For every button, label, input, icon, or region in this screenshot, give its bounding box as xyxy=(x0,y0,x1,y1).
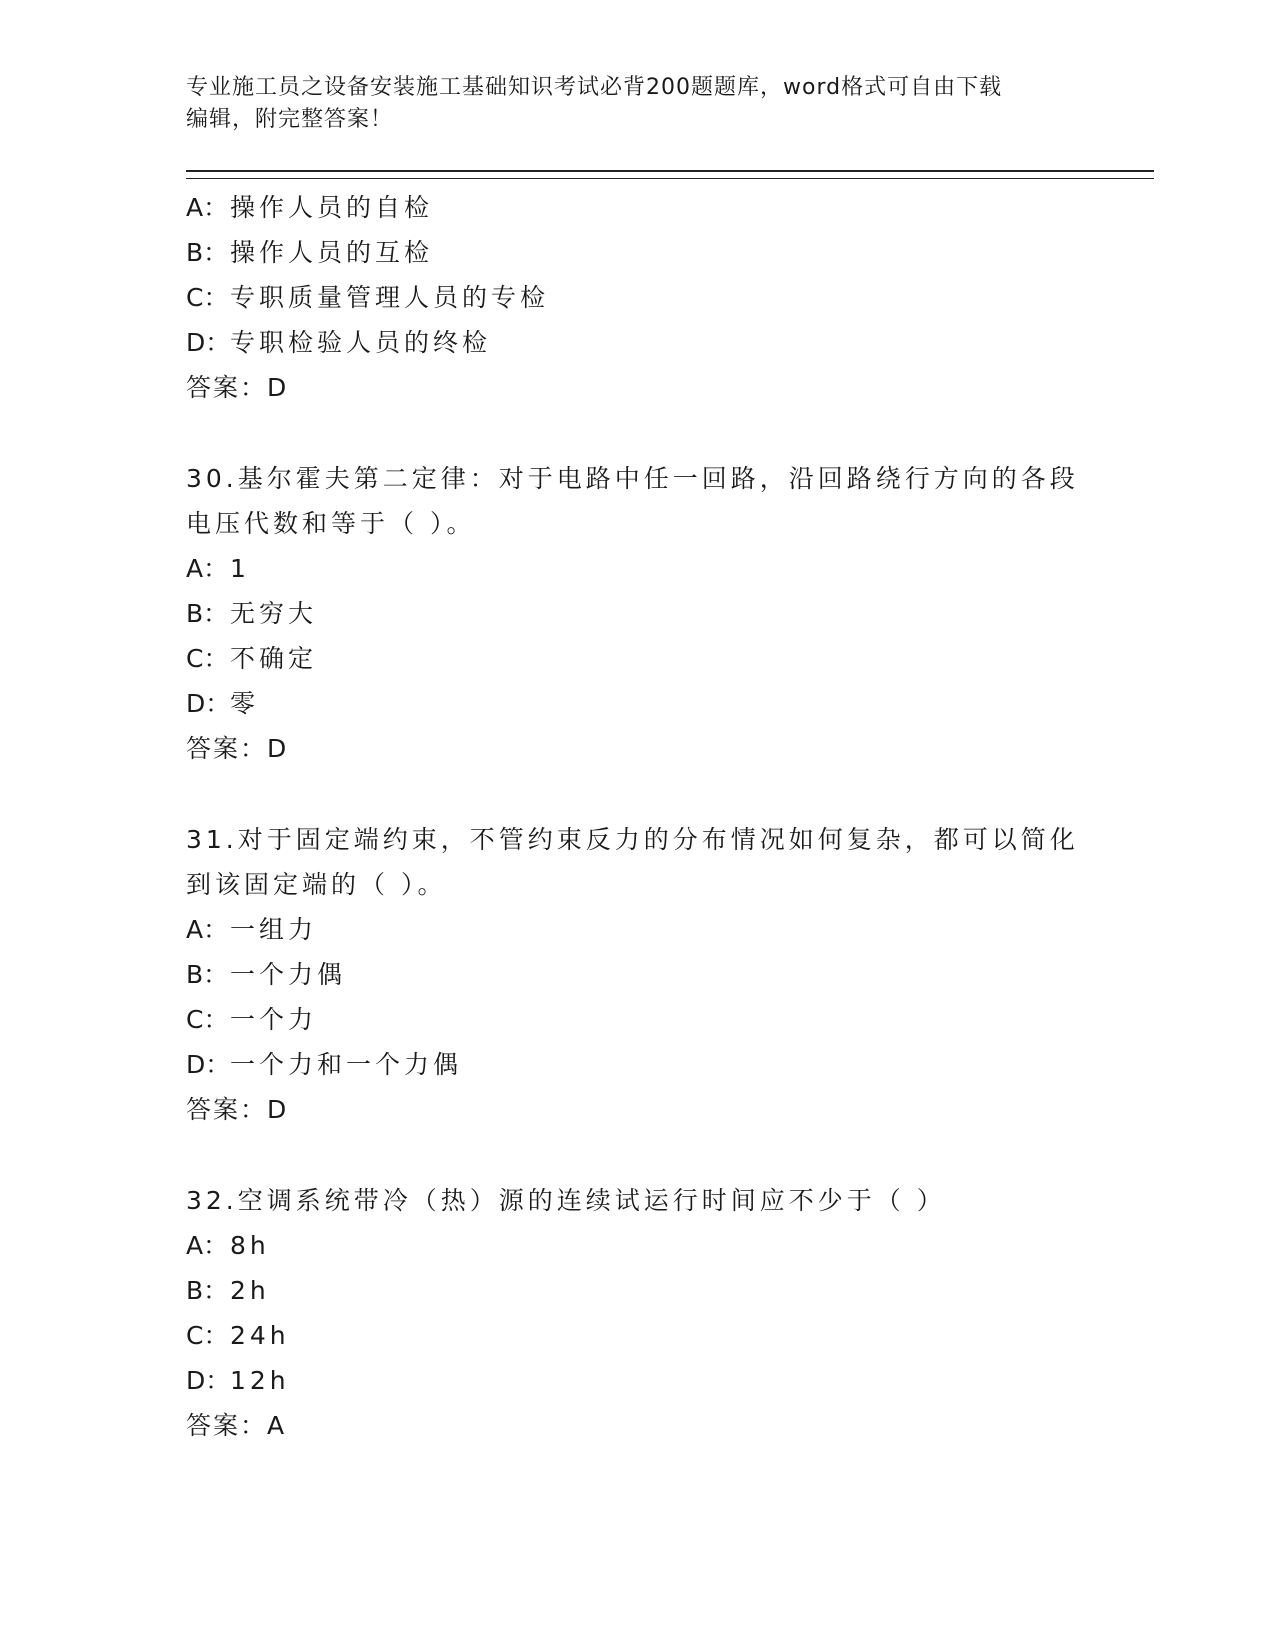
question-30 xyxy=(186,456,1154,771)
question-stem-continued: 到该固定端的（ ）。 xyxy=(186,870,447,899)
question-stem: 30.基尔霍夫第二定律：对于电路中任一回路，沿回路绕行方向的各段 xyxy=(186,464,1079,493)
option-b: B：无穷大 xyxy=(186,599,318,628)
answer-line: 答案：D xyxy=(186,373,289,402)
document-title-line-2: 编辑，附完整答案！ xyxy=(186,107,394,132)
question-29 xyxy=(186,185,1154,410)
answer-value: D xyxy=(267,373,289,402)
option-d: D：12h xyxy=(186,1366,290,1395)
option-a: A：1 xyxy=(186,554,250,583)
header-divider xyxy=(186,170,1154,179)
option-a: A：8h xyxy=(186,1231,270,1260)
option-d: D：零 xyxy=(186,689,260,718)
question-stem: 31.对于固定端约束，不管约束反力的分布情况如何复杂，都可以简化 xyxy=(186,825,1079,854)
option-c: C：一个力 xyxy=(186,1005,318,1034)
option-c: C：不确定 xyxy=(186,644,318,673)
option-b: B：2h xyxy=(186,1276,270,1305)
document-title-line-1: 专业施工员之设备安装施工基础知识考试必背200题题库，word格式可自由下载 xyxy=(186,75,1003,100)
option-b: B：操作人员的互检 xyxy=(186,238,434,267)
question-stem-continued: 电压代数和等于（ ）。 xyxy=(186,509,476,538)
answer-value: D xyxy=(267,734,289,763)
question-31 xyxy=(186,817,1154,1132)
option-a: A：操作人员的自检 xyxy=(186,193,434,222)
answer-value: D xyxy=(267,1095,289,1124)
option-b: B：一个力偶 xyxy=(186,960,347,989)
option-c: C：专职质量管理人员的专检 xyxy=(186,283,550,312)
option-d: D：专职检验人员的终检 xyxy=(186,328,492,357)
document-page xyxy=(186,72,1154,1448)
question-stem: 32.空调系统带冷（热）源的连续试运行时间应不少于（ ） xyxy=(186,1186,946,1215)
answer-line: 答案：D xyxy=(186,734,289,763)
answer-line: 答案：D xyxy=(186,1095,289,1124)
option-a: A：一组力 xyxy=(186,915,318,944)
answer-value: A xyxy=(267,1411,287,1440)
option-c: C：24h xyxy=(186,1321,290,1350)
question-32 xyxy=(186,1178,1154,1448)
option-d: D：一个力和一个力偶 xyxy=(186,1050,463,1079)
answer-line: 答案：A xyxy=(186,1411,287,1440)
